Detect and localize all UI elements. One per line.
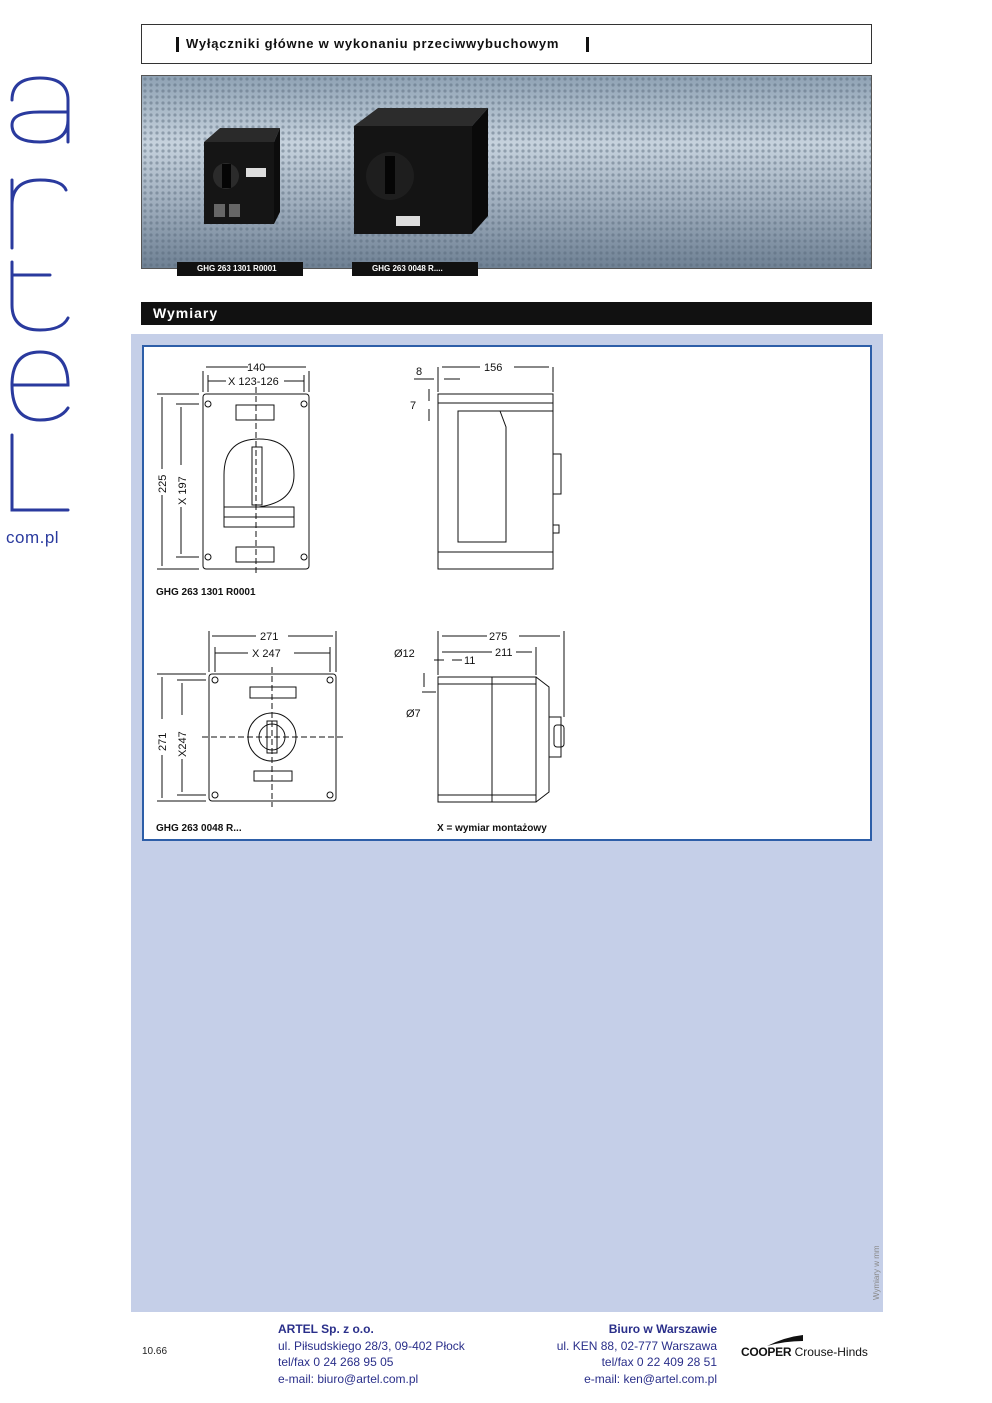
dim-top-front-mount-width: X 123-126: [228, 376, 279, 388]
dim-bottom-front-mount-height: X247: [177, 731, 189, 757]
dim-top-front-mount-height: X 197: [177, 476, 189, 505]
caption-mounting-note: X = wymiar montażowy: [437, 823, 547, 834]
artel-logo: [0, 70, 80, 530]
footer-address-hq: [278, 1321, 465, 1387]
page-number: 10.66: [142, 1346, 168, 1357]
dimension-drawings: [142, 345, 872, 841]
dim-top-front-width: 140: [247, 362, 266, 374]
photo-label-small: GHG 263 1301 R0001: [177, 262, 303, 276]
large-switch-enclosure: [354, 108, 488, 234]
brand-name-rest: Crouse-Hinds: [794, 1345, 868, 1359]
dim-top-side-wall: 7: [410, 400, 417, 412]
dim-bottom-side-diameter-12: Ø12: [394, 648, 415, 660]
section-bar: [141, 302, 872, 325]
product-photo: [141, 75, 872, 269]
dim-top-side-offset: 8: [416, 366, 423, 378]
office-street: ul. KEN 88, 02-777 Warszawa: [556, 1338, 717, 1353]
bottom-side-view: [422, 631, 564, 802]
photo-label-large: GHG 263 0048 R....: [352, 262, 478, 276]
dim-bottom-front-mount-width: X 247: [252, 648, 281, 660]
title-bar-right: [586, 37, 589, 52]
caption-bottom-model: GHG 263 0048 R...: [156, 823, 242, 834]
caption-top-model: GHG 263 1301 R0001: [156, 587, 256, 598]
title-bar-left: [176, 37, 179, 52]
office-phone: tel/fax 0 22 409 28 51: [601, 1355, 717, 1369]
product-photo-illustration: [142, 76, 872, 269]
page-title: Wyłączniki główne w wykonaniu przeciwwybuchowym: [186, 36, 560, 51]
office-name: Biuro w Warszawie: [608, 1322, 717, 1336]
dim-top-side-depth: 156: [484, 362, 503, 374]
dim-bottom-front-width: 271: [260, 631, 279, 643]
company-name: ARTEL Sp. z o.o.: [278, 1322, 374, 1336]
company-phone: tel/fax 0 24 268 95 05: [278, 1355, 394, 1369]
logo-domain: com.pl: [6, 528, 60, 547]
brand-name-bold: COOPER: [741, 1345, 792, 1359]
company-email: e-mail: biuro@artel.com.pl: [278, 1371, 419, 1386]
dim-bottom-side-depth: 275: [489, 631, 508, 643]
office-email: e-mail: ken@artel.com.pl: [584, 1371, 717, 1386]
section-title: Wymiary: [153, 305, 219, 321]
small-switch-enclosure: [204, 128, 280, 224]
dim-bottom-front-height: 271: [157, 732, 169, 751]
dim-top-front-height: 225: [157, 474, 169, 493]
dim-bottom-side-diameter-7: Ø7: [406, 708, 421, 720]
top-side-view: [414, 367, 561, 569]
top-front-view: [157, 367, 309, 575]
bottom-front-view: [157, 631, 344, 807]
dim-bottom-side-body-depth: 211: [495, 647, 513, 659]
header-title-box: [141, 24, 872, 64]
company-street: ul. Piłsudskiego 28/3, 09-402 Płock: [278, 1338, 465, 1353]
footer-address-warsaw: [500, 1321, 717, 1387]
side-note-units: Wymiary w mm: [872, 1245, 881, 1300]
dim-bottom-side-offset: 11: [464, 655, 476, 667]
